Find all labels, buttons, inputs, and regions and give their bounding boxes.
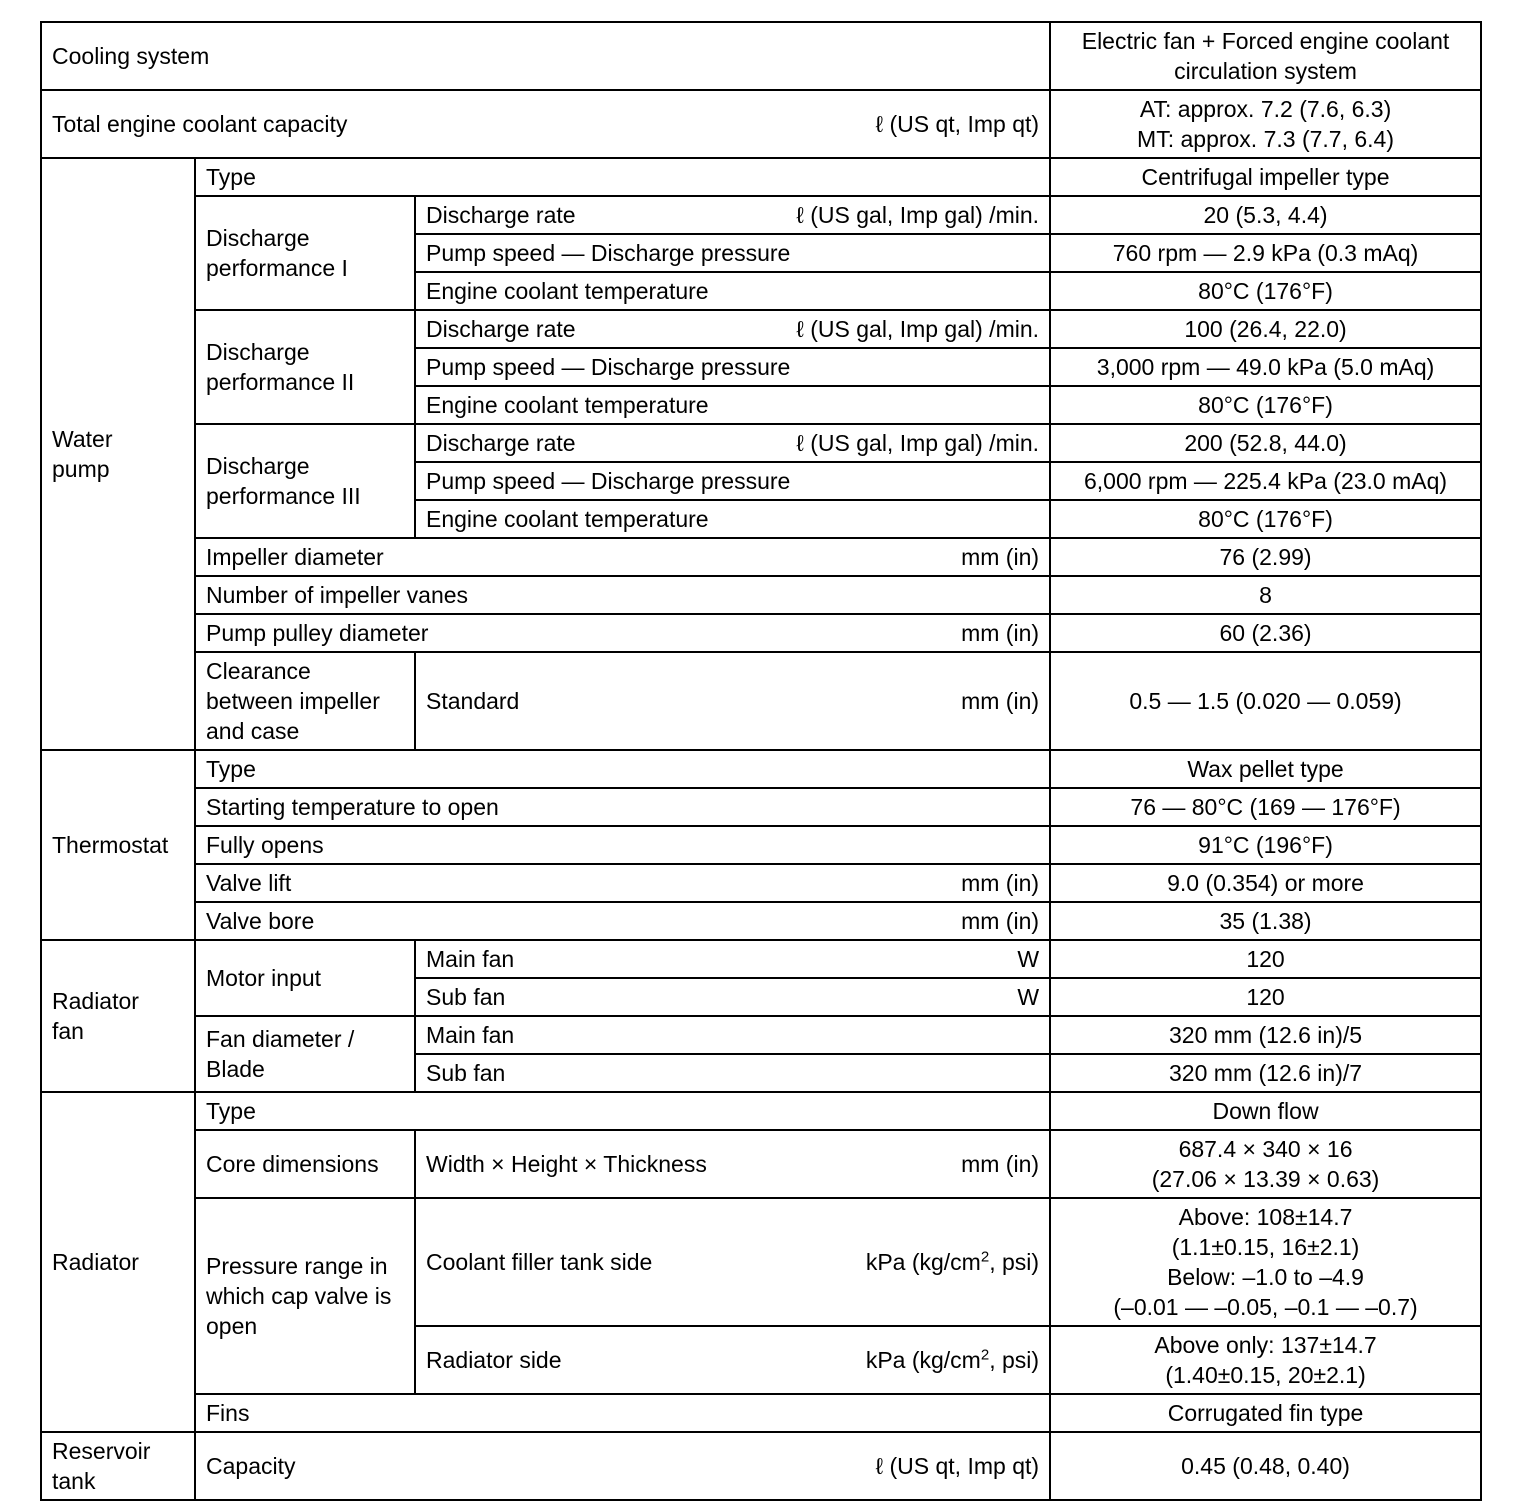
label-radiator-type: Type <box>195 1092 1050 1130</box>
unit: W <box>1017 946 1040 972</box>
value-impeller-diameter: 76 (2.99) <box>1050 538 1481 576</box>
label-impeller-diameter: Impeller diameter mm (in) <box>195 538 1050 576</box>
value-start-temp: 76 — 80°C (169 — 176°F) <box>1050 788 1481 826</box>
row-fully-opens <box>41 826 1481 864</box>
value-fins: Corrugated fin type <box>1050 1394 1481 1432</box>
label-valve-lift: Valve lift mm (in) <box>195 864 1050 902</box>
label-motor-main: Main fan W <box>415 940 1050 978</box>
label-pulley-diameter: Pump pulley diameter mm (in) <box>195 614 1050 652</box>
unit: ℓ (US qt, Imp qt) <box>875 1453 1040 1479</box>
section-thermostat: Thermostat <box>41 750 195 940</box>
label-perf2-temp: Engine coolant temperature <box>415 386 1050 424</box>
label-perf2-rate: Discharge rate ℓ (US gal, Imp gal) /min. <box>415 310 1050 348</box>
label-valve-bore: Valve bore mm (in) <box>195 902 1050 940</box>
row-reservoir-capacity <box>41 1432 1481 1500</box>
row-radiator-type <box>41 1092 1481 1130</box>
row-fan-dia-main <box>41 1016 1481 1054</box>
row-fins <box>41 1394 1481 1432</box>
label-perf3-temp: Engine coolant temperature <box>415 500 1050 538</box>
cooling-spec-table <box>40 21 1482 1501</box>
row-core-dimensions <box>41 1130 1481 1198</box>
unit: W <box>1017 984 1040 1010</box>
label-cap-filler: Coolant filler tank side kPa ($kg/cm^2$, psi) <box>415 1198 1050 1326</box>
unit: kPa ($kg/cm^2$, psi) <box>865 1248 1040 1275</box>
label-cooling-system: Cooling system <box>41 22 1050 90</box>
row-perf1-rate <box>41 196 1481 234</box>
label-fully-opens: Fully opens <box>195 826 1050 864</box>
group-cap-pressure: Pressure range in which cap valve is open <box>195 1198 415 1394</box>
label-reservoir-capacity: Capacity ℓ (US qt, Imp qt) <box>195 1432 1050 1500</box>
unit: mm (in) <box>961 688 1040 714</box>
unit: mm (in) <box>961 1151 1040 1177</box>
label-fan-dia-main: Main fan <box>415 1016 1050 1054</box>
group-perf3: Discharge performance III <box>195 424 415 538</box>
row-impeller-vanes <box>41 576 1481 614</box>
group-perf1: Discharge performance I <box>195 196 415 310</box>
value-perf2-pressure: 3,000 rpm — 49.0 kPa (5.0 mAq) <box>1050 348 1481 386</box>
row-cap-filler <box>41 1198 1481 1326</box>
label-impeller-vanes: Number of impeller vanes <box>195 576 1050 614</box>
label-clearance-standard: Standard mm (in) <box>415 652 1050 750</box>
value-cooling-system: Electric fan + Forced engine coolant circulation system <box>1050 22 1481 90</box>
unit: ℓ (US gal, Imp gal) /min. <box>796 430 1040 456</box>
label-motor-sub: Sub fan W <box>415 978 1050 1016</box>
value-reservoir-capacity: 0.45 (0.48, 0.40) <box>1050 1432 1481 1500</box>
group-core-dimensions: Core dimensions <box>195 1130 415 1198</box>
unit: kPa ($kg/cm^2$, psi) <box>865 1346 1040 1373</box>
row-motor-main <box>41 940 1481 978</box>
label-perf1-rate: Discharge rate ℓ (US gal, Imp gal) /min. <box>415 196 1050 234</box>
unit: ℓ (US gal, Imp gal) /min. <box>796 202 1040 228</box>
value-perf2-temp: 80°C (176°F) <box>1050 386 1481 424</box>
label-perf3-pressure: Pump speed — Discharge pressure <box>415 462 1050 500</box>
label-perf2-pressure: Pump speed — Discharge pressure <box>415 348 1050 386</box>
value-fully-opens: 91°C (196°F) <box>1050 826 1481 864</box>
group-motor-input: Motor input <box>195 940 415 1016</box>
unit: ℓ (US qt, Imp qt) <box>875 111 1040 137</box>
value-fan-dia-sub: 320 mm (12.6 in)/7 <box>1050 1054 1481 1092</box>
section-water-pump: Water pump <box>41 158 195 750</box>
label-coolant-capacity: Total engine coolant capacity ℓ (US qt, Imp qt) <box>41 90 1050 158</box>
row-clearance <box>41 652 1481 750</box>
row-impeller-diameter <box>41 538 1481 576</box>
unit: mm (in) <box>961 620 1040 646</box>
label-pump-type: Type <box>195 158 1050 196</box>
value-pulley-diameter: 60 (2.36) <box>1050 614 1481 652</box>
row-pump-type <box>41 158 1481 196</box>
value-perf2-rate: 100 (26.4, 22.0) <box>1050 310 1481 348</box>
value-coolant-capacity: AT: approx. 7.2 (7.6, 6.3) MT: approx. 7.3 (7.7, 6.4) <box>1050 90 1481 158</box>
label-fins: Fins <box>195 1394 1050 1432</box>
row-perf2-rate <box>41 310 1481 348</box>
unit: mm (in) <box>961 870 1040 896</box>
label-perf3-rate: Discharge rate ℓ (US gal, Imp gal) /min. <box>415 424 1050 462</box>
group-fan-diameter: Fan diameter / Blade <box>195 1016 415 1092</box>
row-perf3-rate <box>41 424 1481 462</box>
group-clearance: Clearance between impeller and case <box>195 652 415 750</box>
value-radiator-type: Down flow <box>1050 1092 1481 1130</box>
label-start-temp: Starting temperature to open <box>195 788 1050 826</box>
value-thermostat-type: Wax pellet type <box>1050 750 1481 788</box>
label-perf1-temp: Engine coolant temperature <box>415 272 1050 310</box>
value-perf3-temp: 80°C (176°F) <box>1050 500 1481 538</box>
unit: ℓ (US gal, Imp gal) /min. <box>796 316 1040 342</box>
group-perf2: Discharge performance II <box>195 310 415 424</box>
unit: mm (in) <box>961 908 1040 934</box>
row-coolant-capacity <box>41 90 1481 158</box>
value-clearance: 0.5 — 1.5 (0.020 — 0.059) <box>1050 652 1481 750</box>
label-fan-dia-sub: Sub fan <box>415 1054 1050 1092</box>
value-valve-lift: 9.0 (0.354) or more <box>1050 864 1481 902</box>
value-valve-bore: 35 (1.38) <box>1050 902 1481 940</box>
row-valve-bore <box>41 902 1481 940</box>
value-perf1-rate: 20 (5.3, 4.4) <box>1050 196 1481 234</box>
label-thermostat-type: Type <box>195 750 1050 788</box>
value-perf1-temp: 80°C (176°F) <box>1050 272 1481 310</box>
value-pump-type: Centrifugal impeller type <box>1050 158 1481 196</box>
value-motor-main: 120 <box>1050 940 1481 978</box>
value-perf3-pressure: 6,000 rpm — 225.4 kPa (23.0 mAq) <box>1050 462 1481 500</box>
label-core-dimensions: Width × Height × Thickness mm (in) <box>415 1130 1050 1198</box>
section-reservoir-tank: Reservoir tank <box>41 1432 195 1500</box>
section-radiator-fan: Radiator fan <box>41 940 195 1092</box>
row-start-temp <box>41 788 1481 826</box>
label-perf1-pressure: Pump speed — Discharge pressure <box>415 234 1050 272</box>
row-cooling-system <box>41 22 1481 90</box>
value-impeller-vanes: 8 <box>1050 576 1481 614</box>
value-motor-sub: 120 <box>1050 978 1481 1016</box>
row-valve-lift <box>41 864 1481 902</box>
value-fan-dia-main: 320 mm (12.6 in)/5 <box>1050 1016 1481 1054</box>
value-perf3-rate: 200 (52.8, 44.0) <box>1050 424 1481 462</box>
label-cap-radiator: Radiator side kPa ($kg/cm^2$, psi) <box>415 1326 1050 1394</box>
value-core-dimensions: 687.4 × 340 × 16 (27.06 × 13.39 × 0.63) <box>1050 1130 1481 1198</box>
value-cap-radiator: Above only: 137±14.7 (1.40±0.15, 20±2.1) <box>1050 1326 1481 1394</box>
unit: mm (in) <box>961 544 1040 570</box>
section-radiator: Radiator <box>41 1092 195 1432</box>
row-pulley-diameter <box>41 614 1481 652</box>
row-thermostat-type <box>41 750 1481 788</box>
value-cap-filler: Above: 108±14.7 (1.1±0.15, 16±2.1) Below: –1.0 to –4.9 (–0.01 — –0.05, –0.1 — –0.7) <box>1050 1198 1481 1326</box>
value-perf1-pressure: 760 rpm — 2.9 kPa (0.3 mAq) <box>1050 234 1481 272</box>
